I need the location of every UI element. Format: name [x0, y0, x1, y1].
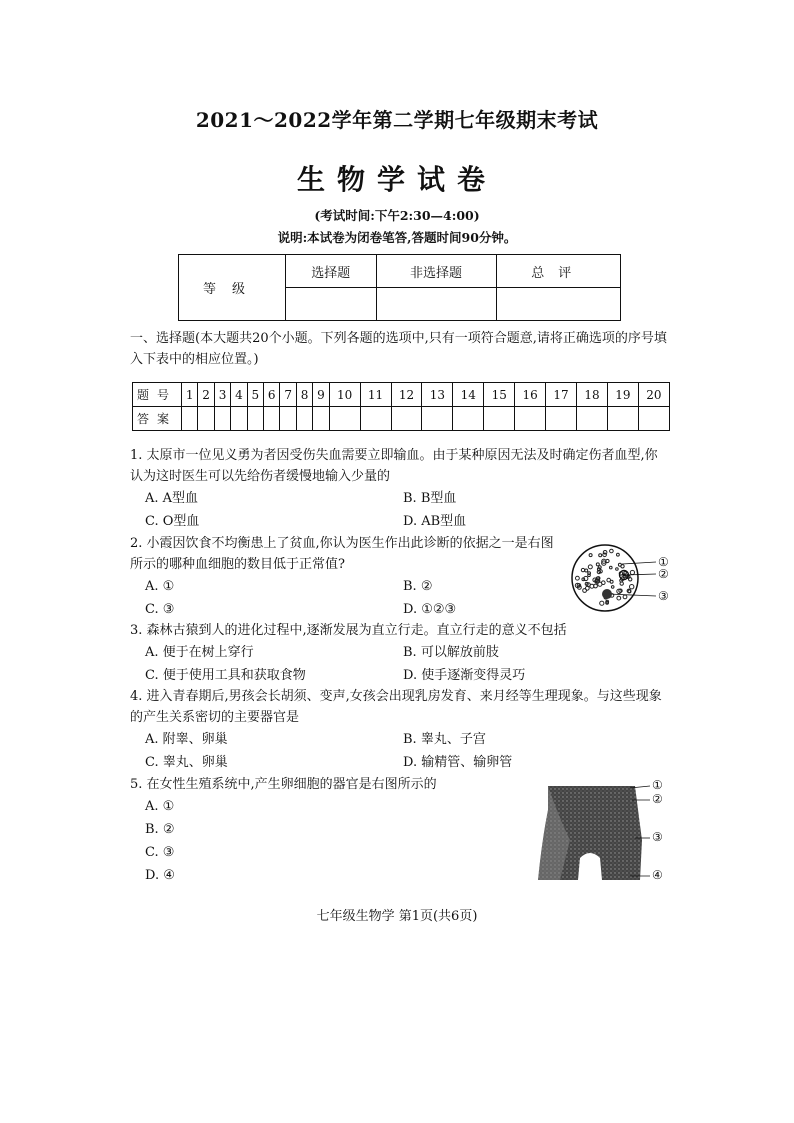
- answer-table-blank[interactable]: [360, 407, 391, 431]
- blood-smear-label-2: ②: [658, 567, 669, 581]
- grade-cell-nonchoice[interactable]: [376, 288, 496, 321]
- question-1-option-a[interactable]: A. A型血: [145, 491, 199, 506]
- question-4-option-d[interactable]: D. 输精管、输卵管: [403, 755, 513, 770]
- grade-cell-choice[interactable]: [286, 288, 377, 321]
- answer-table-blank[interactable]: [607, 407, 638, 431]
- question-2-text: 2. 小霞因饮食不均衡患上了贫血,你认为医生作出此诊断的依据之一是右图所示的哪种血细胞的数目低于正常值?: [130, 536, 554, 572]
- answer-table-number: 7: [280, 383, 296, 407]
- answer-table-blank[interactable]: [296, 407, 312, 431]
- answer-table-blank[interactable]: [577, 407, 608, 431]
- subject-title: 生物学试卷: [296, 163, 497, 196]
- answer-table-blank[interactable]: [638, 407, 669, 431]
- blood-smear-label-3: ③: [658, 589, 669, 603]
- reproductive-label-2: ②: [652, 792, 663, 806]
- exam-note: 说明:本试卷为闭卷笔答,答题时间90分钟。: [277, 230, 517, 245]
- answer-table-number: 12: [391, 383, 422, 407]
- grade-col-total: 总评: [496, 255, 621, 288]
- answer-table-blank[interactable]: [214, 407, 230, 431]
- blood-smear-figure: [570, 542, 680, 614]
- question-2-option-a[interactable]: A. ①: [145, 579, 175, 594]
- answer-table-blank[interactable]: [247, 407, 263, 431]
- answer-table-number: 18: [577, 383, 608, 407]
- answer-table-blank[interactable]: [453, 407, 484, 431]
- grade-col-nonchoice: 非选择题: [376, 255, 496, 288]
- grade-col-choice: 选择题: [286, 255, 377, 288]
- grade-cell-total[interactable]: [496, 288, 621, 321]
- reproductive-system-figure: [530, 780, 670, 882]
- question-1-option-d[interactable]: D. AB型血: [403, 514, 467, 529]
- question-3-option-d[interactable]: D. 使手逐渐变得灵巧: [403, 668, 526, 683]
- question-5-text: 5. 在女性生殖系统中,产生卵细胞的器官是右图所示的: [130, 777, 437, 792]
- question-2-option-b[interactable]: B. ②: [403, 579, 433, 594]
- question-2-option-d[interactable]: D. ①②③: [403, 602, 457, 617]
- answer-table-blank[interactable]: [280, 407, 296, 431]
- question-4-option-b[interactable]: B. 睾丸、子宫: [403, 732, 486, 747]
- question-5-option-b[interactable]: B. ②: [145, 822, 175, 837]
- answer-table-number: 1: [182, 383, 198, 407]
- answer-table-number: 9: [313, 383, 329, 407]
- answer-table-blank[interactable]: [313, 407, 329, 431]
- question-4-option-c[interactable]: C. 睾丸、卵巢: [145, 755, 228, 770]
- answer-table-blank[interactable]: [182, 407, 198, 431]
- answer-table-blank[interactable]: [546, 407, 577, 431]
- answer-table-number: 16: [515, 383, 546, 407]
- exam-time: (考试时间:下午2:30—4:00): [314, 208, 480, 223]
- answer-table-blank[interactable]: [515, 407, 546, 431]
- answer-table-number: 15: [484, 383, 515, 407]
- question-3-options: [145, 641, 670, 687]
- question-3-option-a[interactable]: A. 便于在树上穿行: [145, 645, 254, 660]
- question-1-option-c[interactable]: C. O型血: [145, 514, 200, 529]
- question-5-option-d[interactable]: D. ④: [145, 868, 175, 883]
- reproductive-label-1: ①: [652, 778, 663, 792]
- grade-label: 等级: [179, 255, 286, 321]
- answer-table-blank[interactable]: [391, 407, 422, 431]
- answer-table-blank[interactable]: [329, 407, 360, 431]
- answer-table-number: 4: [231, 383, 247, 407]
- question-2-option-c[interactable]: C. ③: [145, 602, 175, 617]
- question-3-option-c[interactable]: C. 便于使用工具和获取食物: [145, 668, 306, 683]
- answer-table-number: 8: [296, 383, 312, 407]
- question-1-option-b[interactable]: B. B型血: [403, 491, 457, 506]
- blood-smear-label-1: ①: [658, 555, 669, 569]
- question-3-option-b[interactable]: B. 可以解放前肢: [403, 645, 499, 660]
- answer-table-question-header: 题号: [133, 383, 182, 407]
- answer-table-number: 2: [198, 383, 214, 407]
- answer-table-number: 5: [247, 383, 263, 407]
- answer-table-answer-header: 答案: [133, 407, 182, 431]
- answer-table-blank[interactable]: [422, 407, 453, 431]
- question-1-options: [145, 487, 670, 533]
- question-5-option-c[interactable]: C. ③: [145, 845, 175, 860]
- answer-table-number: 6: [264, 383, 280, 407]
- question-3-text: 3. 森林古猿到人的进化过程中,逐渐发展为直立行走。直立行走的意义不包括: [130, 623, 567, 638]
- answer-table-number: 14: [453, 383, 484, 407]
- grade-table: [178, 254, 621, 321]
- answer-table-number: 11: [360, 383, 391, 407]
- answer-table-blank[interactable]: [484, 407, 515, 431]
- reproductive-label-3: ③: [652, 830, 663, 844]
- answer-table-blank[interactable]: [264, 407, 280, 431]
- answer-table-number: 10: [329, 383, 360, 407]
- page-footer: 七年级生物学 第1页(共6页): [316, 909, 478, 924]
- reproductive-system-image: [530, 780, 670, 882]
- question-2-options: [145, 575, 565, 621]
- question-4-options: [145, 728, 670, 774]
- question-1-text: 1. 太原市一位见义勇为者因受伤失血需要立即输血。由于某种原因无法及时确定伤者血型,你认为这时医生可以先给伤者缓慢地输入少量的: [130, 448, 658, 484]
- question-5-option-a[interactable]: A. ①: [145, 799, 175, 814]
- section1-intro: 一、选择题(本大题共20个小题。下列各题的选项中,只有一项符合题意,请将正确选项的序号填入下表中的相应位置。): [130, 331, 667, 367]
- answer-table-number: 17: [546, 383, 577, 407]
- answer-table-blank[interactable]: [198, 407, 214, 431]
- answer-table-number: 3: [214, 383, 230, 407]
- answer-table-number: 20: [638, 383, 669, 407]
- question-5-options: [145, 795, 205, 887]
- question-4-option-a[interactable]: A. 附睾、卵巢: [145, 732, 228, 747]
- question-4-text: 4. 进入青春期后,男孩会长胡须、变声,女孩会出现乳房发育、来月经等生理现象。与这些现象的产生关系密切的主要器官是: [130, 689, 662, 725]
- answer-table-number: 19: [607, 383, 638, 407]
- answer-table-number: 13: [422, 383, 453, 407]
- answer-table-blank[interactable]: [231, 407, 247, 431]
- answer-table: [132, 382, 670, 431]
- reproductive-label-4: ④: [652, 868, 663, 882]
- exam-title: 2021～2022学年第二学期七年级期末考试: [195, 108, 599, 132]
